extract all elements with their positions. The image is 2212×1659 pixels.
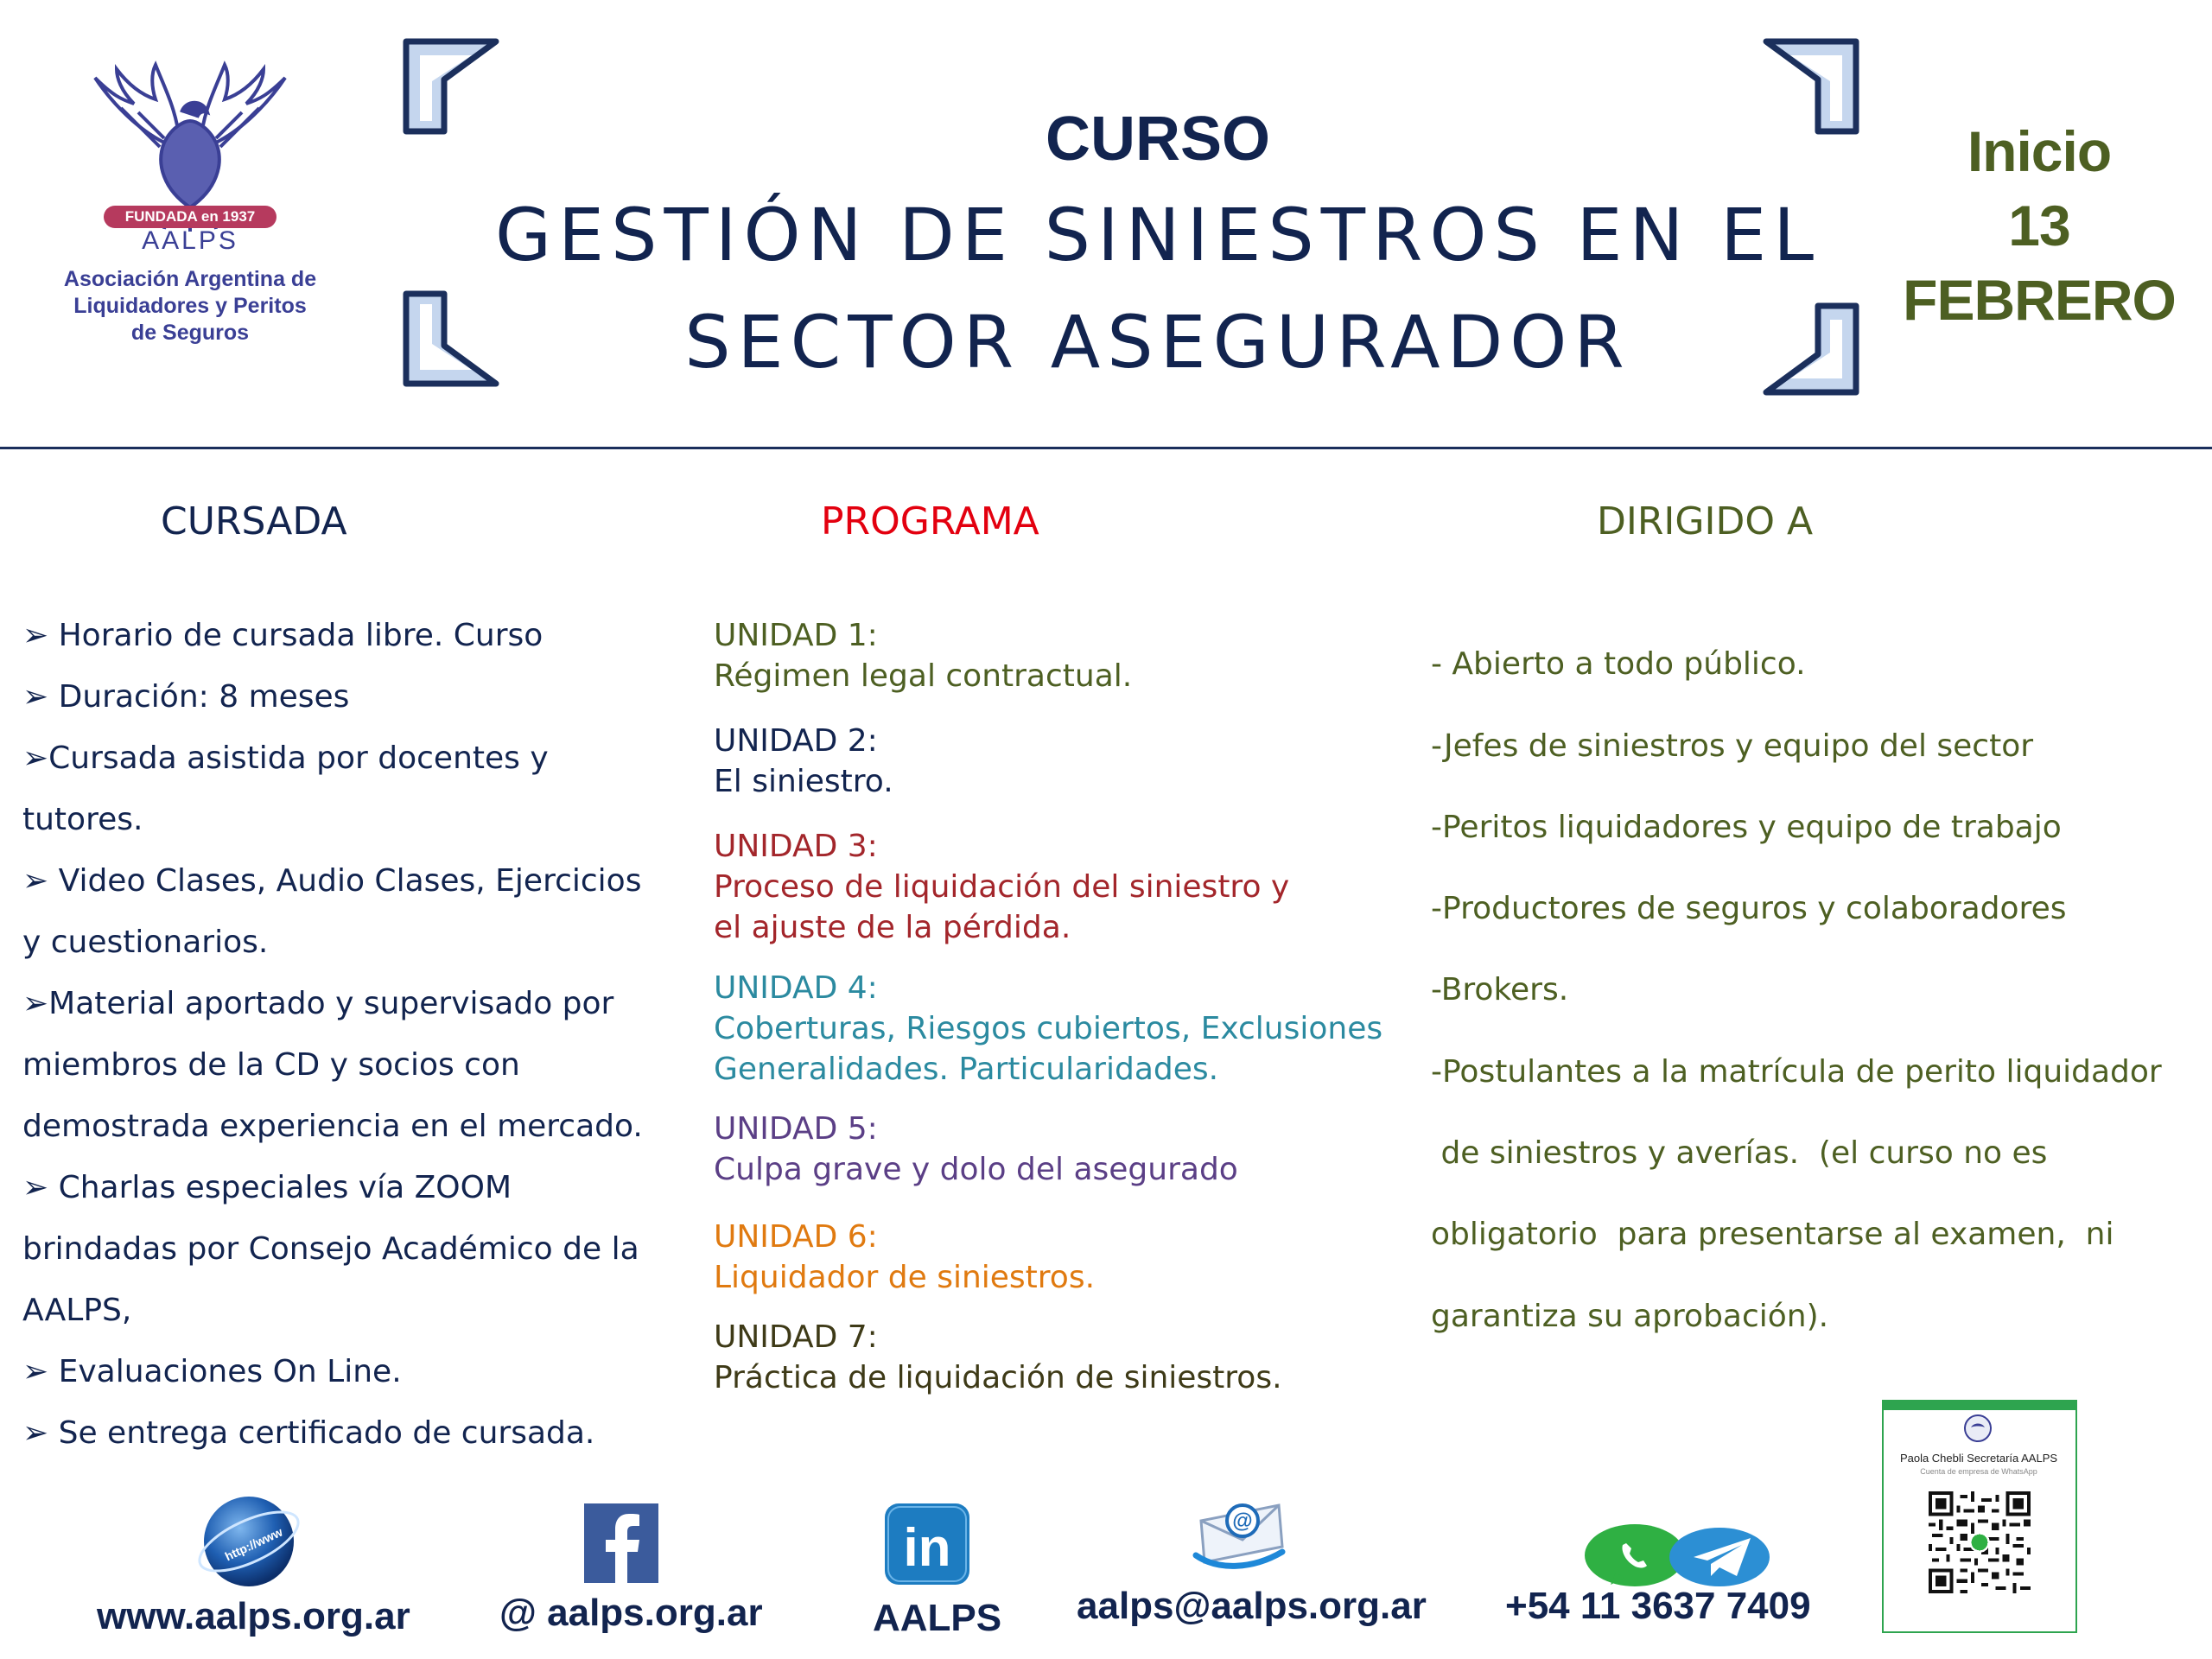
- unit-desc: Coberturas, Riesgos cubiertos, Exclusiones: [714, 1011, 1383, 1046]
- dirigido-line: - Abierto a todo público.: [1431, 646, 1806, 682]
- start-label: Inicio: [1967, 119, 2112, 183]
- logo-name-line: de Seguros: [130, 321, 250, 345]
- cursada-line: brindadas por Consejo Académico de la: [22, 1231, 639, 1267]
- cursada-line: ➢Material aportado y supervisado por: [22, 986, 614, 1021]
- unit-title: UNIDAD 3:: [714, 829, 878, 864]
- dirigido-line: garantiza su aprobación).: [1431, 1299, 1829, 1334]
- cursada-line: ➢ Duración: 8 meses: [22, 679, 350, 715]
- cursada-line: ➢ Evaluaciones On Line.: [22, 1354, 402, 1389]
- facebook-icon[interactable]: [584, 1503, 658, 1583]
- course-title-line: SECTOR ASEGURADOR: [684, 300, 1631, 385]
- cursada-line: ➢ Charlas especiales vía ZOOM: [22, 1170, 512, 1205]
- unit-5: [714, 1109, 1422, 1190]
- cursada-line: ➢Cursada asistida por docentes y: [22, 741, 549, 776]
- qr-contact-sub: Cuenta de empresa de WhatsApp: [1920, 1467, 2037, 1476]
- cursada-line: ➢ Video Clases, Audio Clases, Ejercicios: [22, 863, 642, 899]
- linkedin-icon[interactable]: [885, 1503, 969, 1585]
- dirigido-line: -Postulantes a la matrícula de perito liquidador: [1431, 1054, 2162, 1090]
- unit-title: UNIDAD 6:: [714, 1219, 878, 1255]
- cursada-list: [22, 605, 645, 1464]
- unit-desc: Liquidador de siniestros.: [714, 1260, 1096, 1295]
- unit-1: [714, 615, 1422, 696]
- unit-desc: Proceso de liquidación del siniestro y: [714, 869, 1290, 905]
- heading-cursada: CURSADA: [161, 499, 347, 543]
- linkedin-handle[interactable]: AALPS: [873, 1597, 1002, 1639]
- email-icon[interactable]: [1192, 1495, 1287, 1569]
- unit-desc: el ajuste de la pérdida.: [714, 910, 1071, 945]
- start-month: FEBRERO: [1903, 268, 2176, 332]
- corner-top-left-icon: [403, 38, 499, 135]
- unit-2: [714, 721, 1422, 802]
- whatsapp-icon[interactable]: [1581, 1521, 1780, 1590]
- dirigido-line: -Productores de seguros y colaboradores: [1431, 891, 2067, 926]
- unit-desc: El siniestro.: [714, 764, 893, 799]
- globe-label: http://www: [222, 1524, 285, 1564]
- facebook-handle[interactable]: @ aalps.org.ar: [499, 1592, 763, 1634]
- qr-logo-icon: [1963, 1412, 1993, 1445]
- unit-desc: Régimen legal contractual.: [714, 658, 1133, 694]
- qr-contact-name: Paola Chebli Secretaría AALPS: [1899, 1452, 2058, 1465]
- unit-title: UNIDAD 1:: [714, 618, 878, 653]
- logo-acronym: AALPS: [142, 226, 238, 255]
- dirigido-line: -Brokers.: [1431, 972, 1569, 1007]
- unit-title: UNIDAD 5:: [714, 1111, 878, 1147]
- dirigido-line: -Jefes de siniestros y equipo del sector: [1431, 728, 2034, 764]
- svg-text:@: @: [1232, 1510, 1253, 1533]
- dirigido-line: de siniestros y averías. (el curso no es: [1431, 1135, 2048, 1171]
- unit-title: UNIDAD 4:: [714, 970, 878, 1006]
- svg-text:in: in: [903, 1518, 951, 1578]
- web-link[interactable]: www.aalps.org.ar: [97, 1595, 410, 1637]
- cursada-line: demostrada experiencia en el mercado.: [22, 1109, 643, 1144]
- unit-4: [714, 968, 1422, 1090]
- cursada-line: miembros de la CD y socios con: [22, 1047, 520, 1083]
- cursada-line: ➢ Horario de cursada libre. Curso: [22, 618, 543, 653]
- heading-programa: PROGRAMA: [821, 499, 1039, 543]
- logo-name-line: Asociación Argentina de: [63, 267, 317, 291]
- course-title-line: GESTIÓN DE SINIESTROS EN EL: [494, 193, 1821, 277]
- heading-dirigido: DIRIGIDO A: [1597, 499, 1814, 543]
- start-day: 13: [2008, 194, 2070, 257]
- unit-title: UNIDAD 2:: [714, 723, 878, 759]
- unit-3: [714, 826, 1422, 948]
- qr-code-icon[interactable]: [1929, 1491, 2031, 1593]
- unit-desc: Culpa grave y dolo del asegurado: [714, 1152, 1238, 1187]
- unit-title: UNIDAD 7:: [714, 1319, 878, 1355]
- unit-6: [714, 1217, 1422, 1298]
- cursada-line: tutores.: [22, 802, 143, 837]
- unit-desc: Práctica de liquidación de siniestros.: [714, 1360, 1282, 1395]
- logo-association-name: [35, 266, 346, 346]
- unit-7: [714, 1317, 1422, 1398]
- email-address[interactable]: aalps@aalps.org.ar: [1077, 1585, 1427, 1627]
- cursada-line: y cuestionarios.: [22, 925, 269, 960]
- dirigido-line: -Peritos liquidadores y equipo de trabajo: [1431, 810, 2062, 845]
- course-label: CURSO: [1045, 105, 1270, 174]
- dirigido-list: [1431, 0, 2191, 1659]
- cursada-line: AALPS,: [22, 1293, 132, 1328]
- phone-number[interactable]: +54 11 3637 7409: [1505, 1585, 1811, 1627]
- logo-name-line: Liquidadores y Peritos: [73, 294, 307, 318]
- cursada-line: ➢ Se entrega certificado de cursada.: [22, 1415, 595, 1451]
- dirigido-line: obligatorio para presentarse al examen, ni: [1431, 1217, 2114, 1252]
- unit-desc: Generalidades. Particularidades.: [714, 1052, 1219, 1087]
- founded-banner: FUNDADA en 1937: [104, 206, 276, 228]
- globe-icon[interactable]: [195, 1488, 308, 1592]
